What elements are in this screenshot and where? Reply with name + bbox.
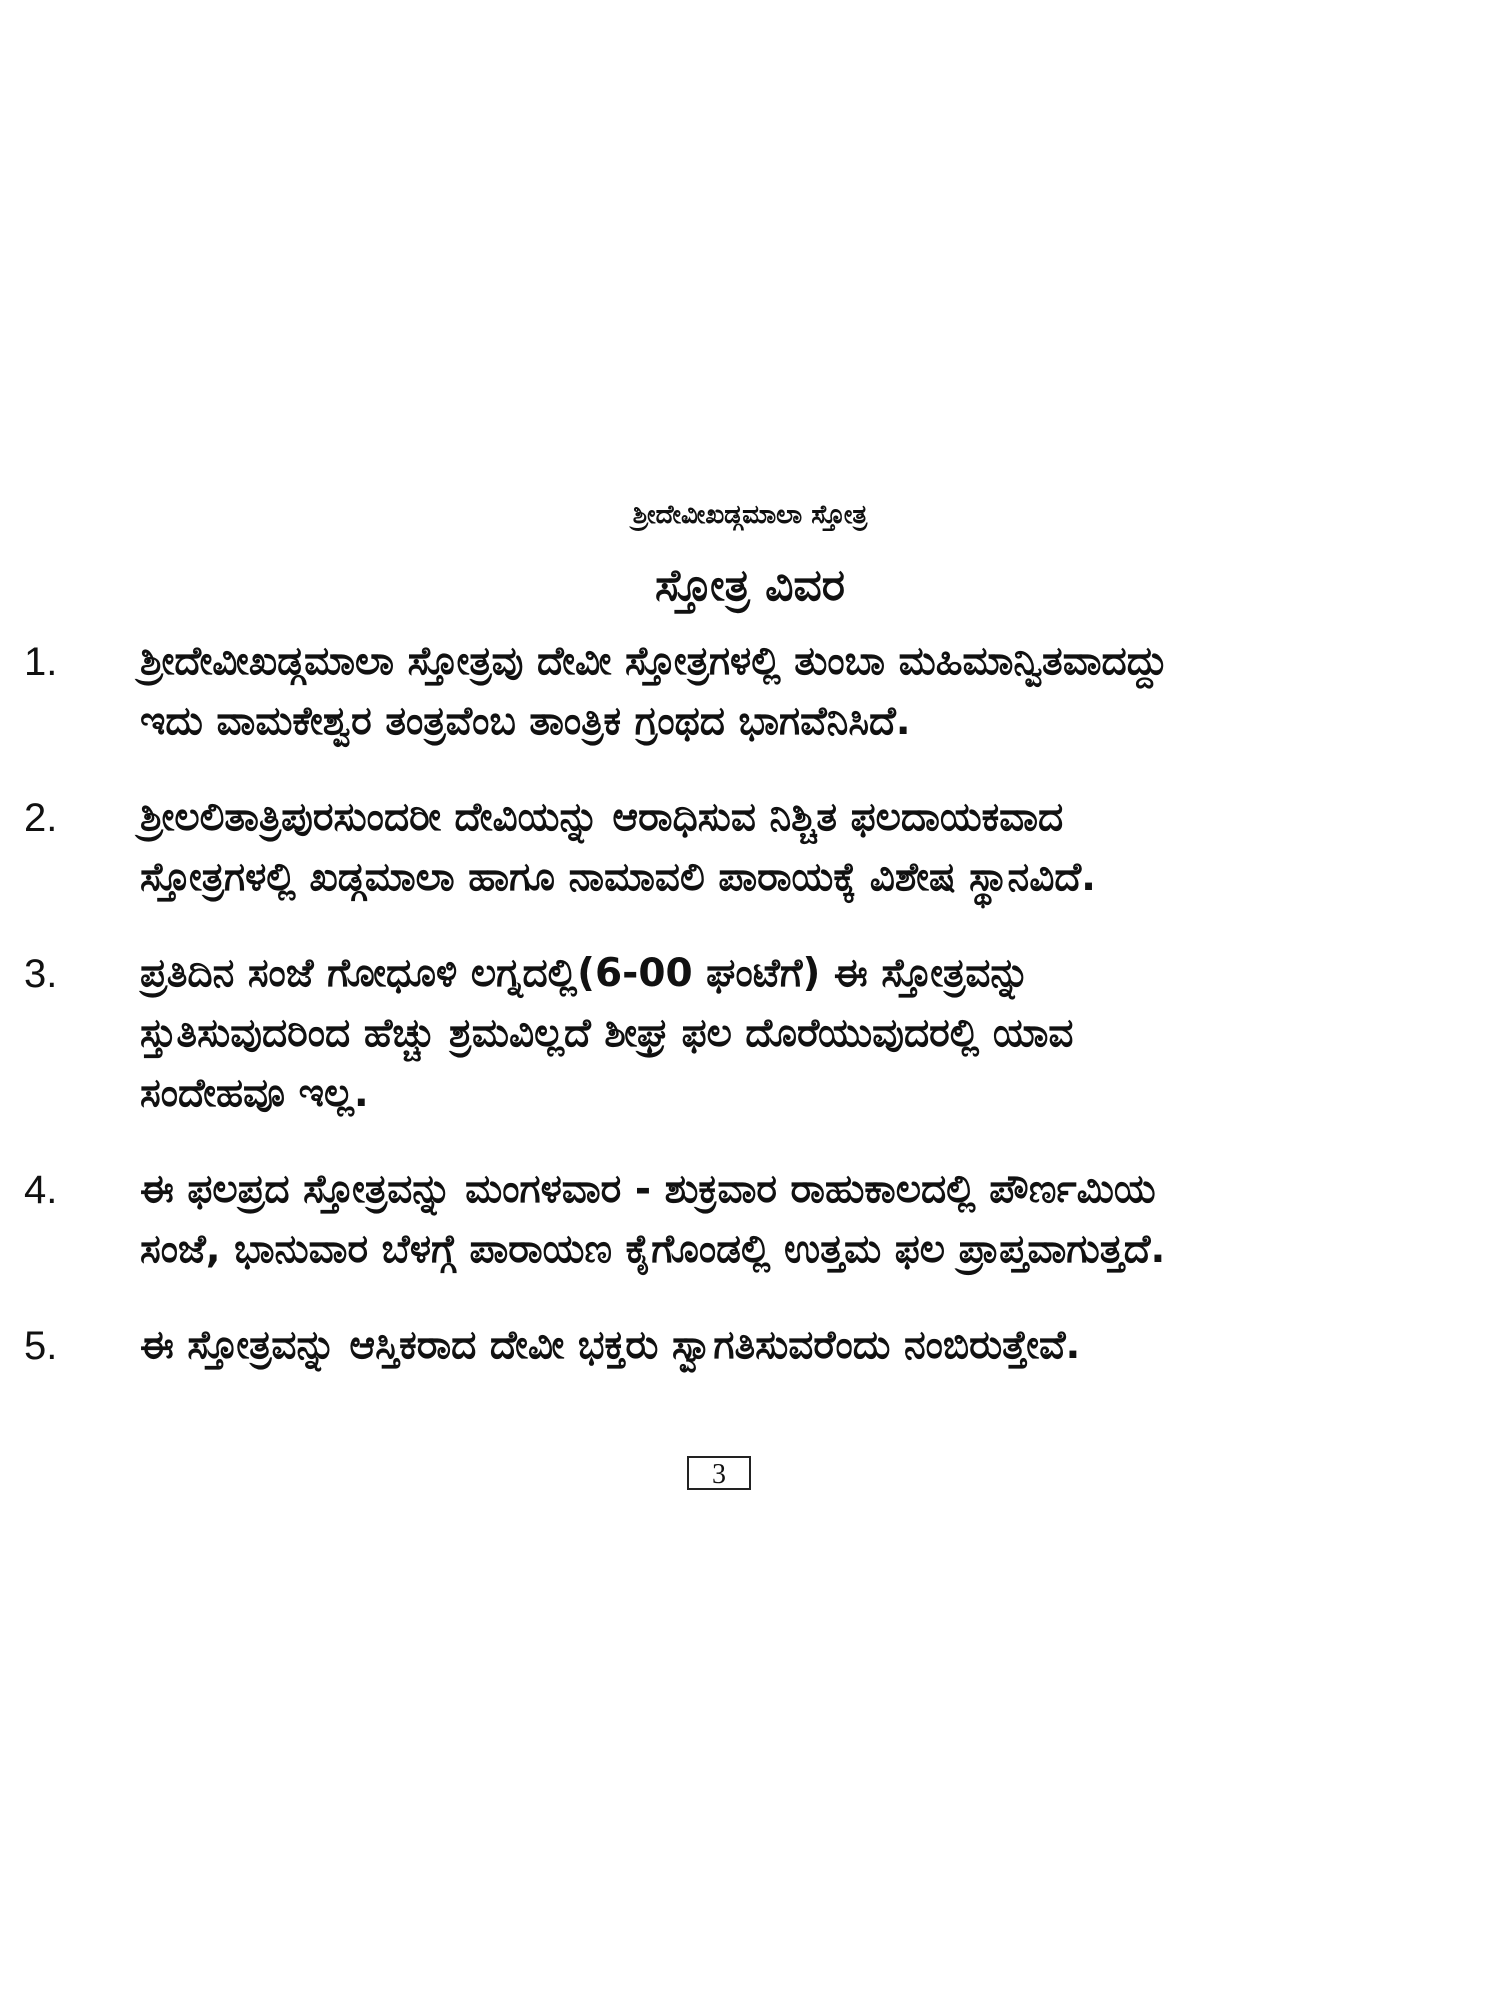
list-item-text: ಈ ಸ್ತೋತ್ರವನ್ನು ಆಸ್ತಿಕರಾದ ದೇವೀ ಭಕ್ತರು ಸ್ವಾಗತಿಸುವರೆಂದು ನಂಬಿರುತ್ತೇವೆ. [140, 1323, 1081, 1368]
section-title: ಸ್ತೋತ್ರ ವಿವರ [655, 560, 845, 611]
list-item [24, 1160, 1484, 1280]
list-item-text: ಶ್ರೀಲಲಿತಾತ್ರಿಪುರಸುಂದರೀ ದೇವಿಯನ್ನು ಆರಾಧಿಸುವ ನಿಶ್ಚಿತ ಫಲದಾಯಕವಾದ ಸ್ತೋತ್ರಗಳಲ್ಲಿ ಖಡ್ಗಮಾಲಾ ಹಾಗೂ ನಾಮಾವಲಿ ಪಾರಾಯಕ್ಕೆ ವಿಶೇಷ ಸ್ಥಾನವಿದೆ. [140, 795, 1096, 900]
list-item-number: 5. [24, 1324, 58, 1368]
page-number: 3 [687, 1456, 751, 1490]
list-item [24, 1316, 1484, 1376]
list-item [24, 944, 1484, 1124]
list-item-number: 4. [24, 1168, 58, 1212]
list-item-text: ಈ ಫಲಪ್ರದ ಸ್ತೋತ್ರವನ್ನು ಮಂಗಳವಾರ - ಶುಕ್ರವಾರ ರಾಹುಕಾಲದಲ್ಲಿ ಪೌರ್ಣಮಿಯ ಸಂಜೆ, ಭಾನುವಾರ ಬೆಳಗ್ಗೆ ಪಾರಾಯಣ ಕೈಗೊಂಡಲ್ಲಿ ಉತ್ತಮ ಫಲ ಪ್ರಾಪ್ತವಾಗುತ್ತದೆ. [140, 1167, 1166, 1272]
numbered-list [24, 632, 1484, 1412]
list-item-number: 3. [24, 952, 58, 996]
list-item-number: 2. [24, 796, 58, 840]
list-item-text: ಶ್ರೀದೇವೀಖಡ್ಗಮಾಲಾ ಸ್ತೋತ್ರವು ದೇವೀ ಸ್ತೋತ್ರಗಳಲ್ಲಿ ತುಂಬಾ ಮಹಿಮಾನ್ವಿತವಾದದ್ದು ಇದು ವಾಮಕೇಶ್ವರ ತಂತ್ರವೆಂಬ ತಾಂತ್ರಿಕ ಗ್ರಂಥದ ಭಾಗವೆನಿಸಿದೆ. [140, 639, 1168, 744]
list-item [24, 788, 1484, 908]
list-item-text: ಪ್ರತಿದಿನ ಸಂಜೆ ಗೋಧೂಳಿ ಲಗ್ನದಲ್ಲಿ(6-00 ಘಂಟೆಗೆ) ಈ ಸ್ತೋತ್ರವನ್ನು ಸ್ತುತಿಸುವುದರಿಂದ ಹೆಚ್ಚು ಶ್ರಮವಿಲ್ಲದೆ ಶೀಘ್ರ ಫಲ ದೊರೆಯುವುದರಲ್ಲಿ ಯಾವ ಸಂದೇಹವೂ ಇಲ್ಲ. [140, 951, 1074, 1116]
list-item [24, 632, 1484, 752]
list-item-number: 1. [24, 640, 58, 684]
running-header: ಶ್ರೀದೇವೀಖಡ್ಗಮಾಲಾ ಸ್ತೋತ್ರ [632, 500, 868, 530]
